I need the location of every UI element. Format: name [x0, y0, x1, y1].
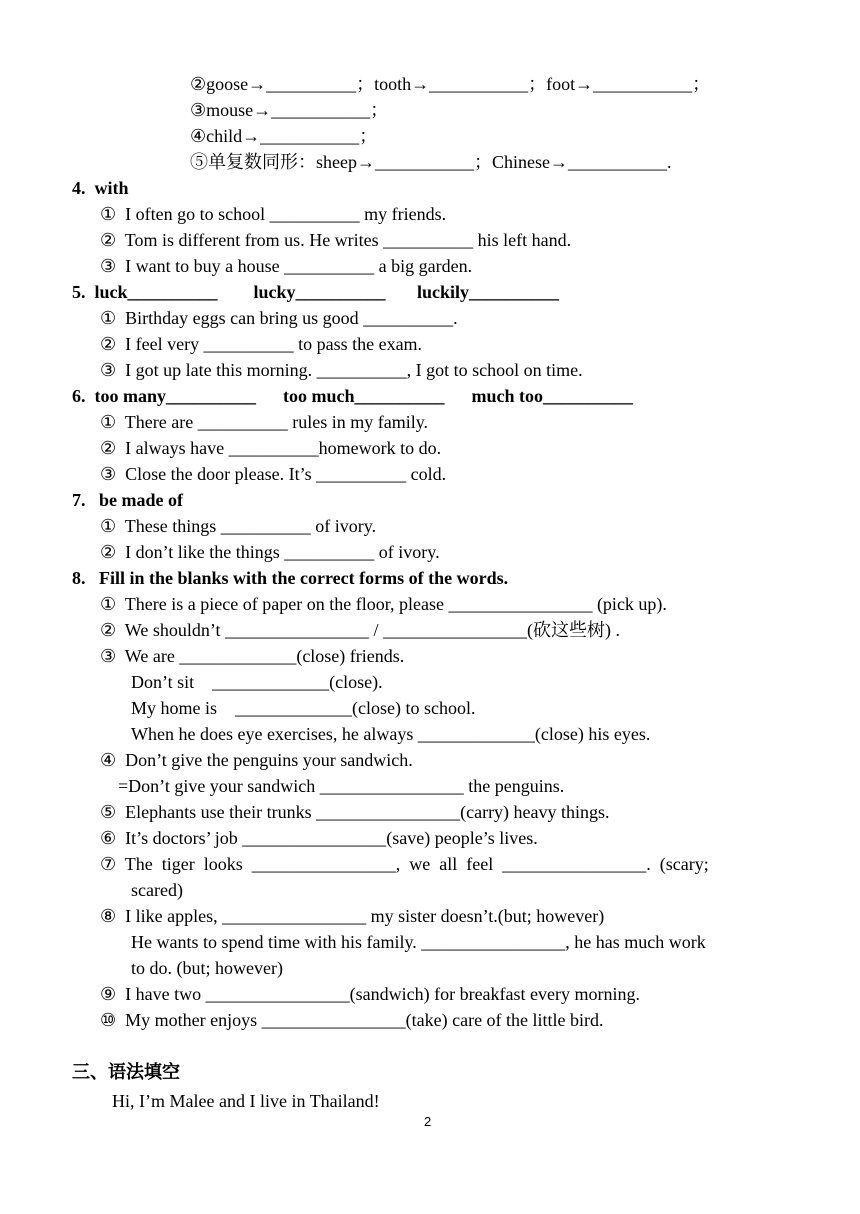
- exercise-line: ⑥ It’s doctors’ job ________________(save) people’s lives.: [100, 828, 538, 848]
- exercise-line: ① There is a piece of paper on the floor, please ________________ (pick up).: [100, 594, 667, 614]
- exercise-line: ② I don’t like the things __________ of ivory.: [100, 542, 440, 562]
- exercise-line: ⑦ The tiger looks ________________, we all feel ________________. (scary;: [100, 854, 709, 874]
- exercise-line: to do. (but; however): [131, 958, 283, 978]
- exercise-line: ② I always have __________homework to do.: [100, 438, 442, 458]
- exercise-line: ③ Close the door please. It’s __________ cold.: [100, 464, 447, 484]
- exercise-line: ② I feel very __________ to pass the exam.: [100, 334, 423, 354]
- exercise-line: Don’t sit _____________(close).: [131, 672, 383, 692]
- exercise-line: ③ We are _____________(close) friends.: [100, 646, 405, 666]
- exercise-line: =Don’t give your sandwich ________________ the penguins.: [118, 776, 565, 796]
- exercise-line: ⑧ I like apples, ________________ my sister doesn’t.(but; however): [100, 906, 605, 926]
- section-heading: 8. Fill in the blanks with the correct forms of the words.: [72, 568, 509, 588]
- section-heading: 7. be made of: [72, 490, 183, 510]
- exercise-line: ② We shouldn’t ________________ / ________________(砍这些树) .: [100, 620, 621, 640]
- exercise-line: ③mouse→___________；: [190, 100, 389, 120]
- exercise-line: ②goose→__________；tooth→___________；foot→___________；: [190, 74, 711, 94]
- exercise-line: ① These things __________ of ivory.: [100, 516, 377, 536]
- exercise-line: ③ I want to buy a house __________ a big garden.: [100, 256, 473, 276]
- exercise-line: My home is _____________(close) to school.: [131, 698, 476, 718]
- page-number: 2: [424, 1114, 432, 1129]
- exercise-line: ⑨ I have two ________________(sandwich) for breakfast every morning.: [100, 984, 640, 1004]
- exercise-line: ④child→___________；: [190, 126, 378, 146]
- exercise-line: When he does eye exercises, he always _____________(close) his eyes.: [131, 724, 651, 744]
- exercise-line: ⑤ Elephants use their trunks ________________(carry) heavy things.: [100, 802, 610, 822]
- section-heading: 6. too many__________ too much__________ much too__________: [72, 386, 633, 406]
- section-heading: 4. with: [72, 178, 129, 198]
- section-heading: 三、语法填空: [72, 1062, 180, 1082]
- exercise-line: ① I often go to school __________ my friends.: [100, 204, 447, 224]
- exercise-line: scared): [131, 880, 183, 900]
- section-heading: 5. luck__________ lucky__________ luckily__________: [72, 282, 560, 302]
- exercise-line: ① There are __________ rules in my family.: [100, 412, 429, 432]
- exercise-line: ⑤单复数同形：sheep→___________；Chinese→___________.: [190, 152, 672, 172]
- exercise-line: ③ I got up late this morning. __________, I got to school on time.: [100, 360, 583, 380]
- exercise-line: Hi, I’m Malee and I live in Thailand!: [112, 1091, 380, 1111]
- exercise-line: He wants to spend time with his family. ________________, he has much work: [131, 932, 706, 952]
- exercise-line: ④ Don’t give the penguins your sandwich.: [100, 750, 413, 770]
- exercise-line: ⑩ My mother enjoys ________________(take) care of the little bird.: [100, 1010, 604, 1030]
- exercise-line: ① Birthday eggs can bring us good __________.: [100, 308, 458, 328]
- exercise-line: ② Tom is different from us. He writes __________ his left hand.: [100, 230, 572, 250]
